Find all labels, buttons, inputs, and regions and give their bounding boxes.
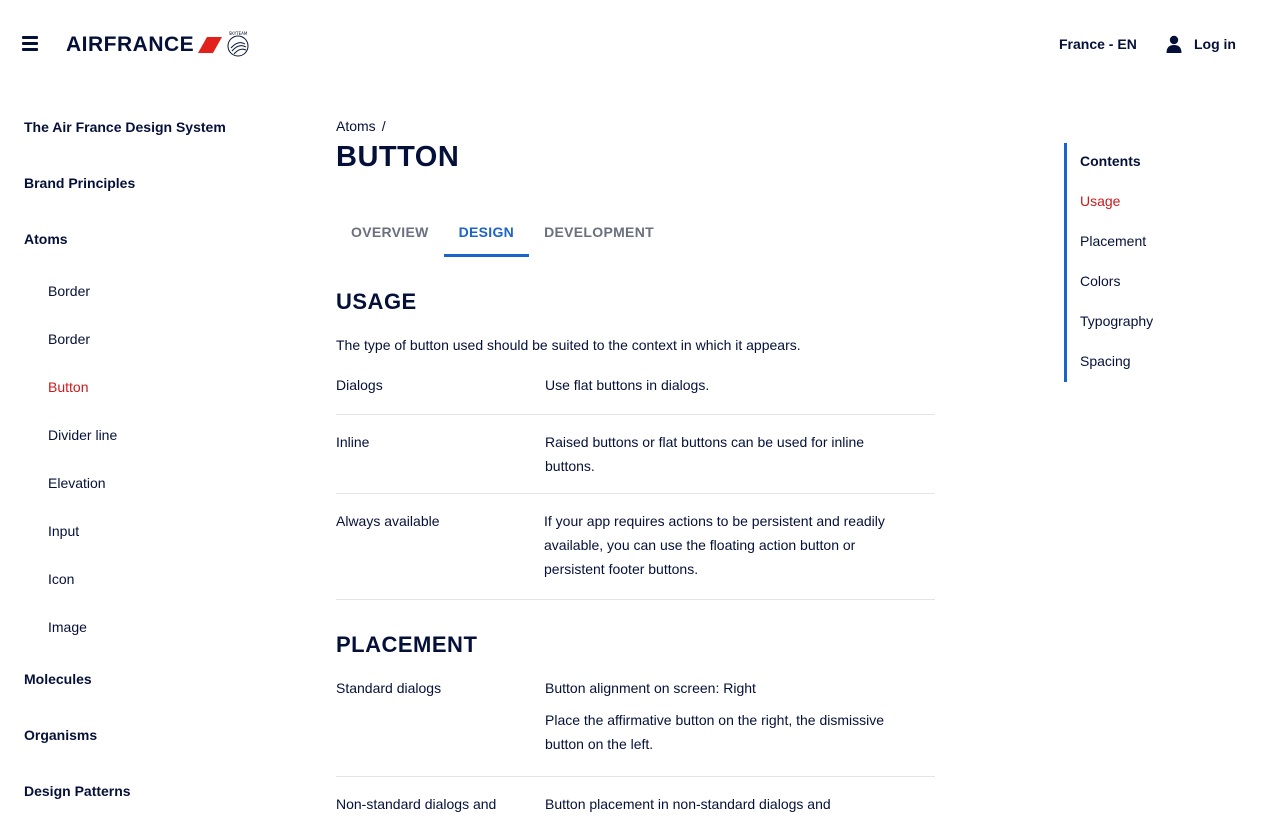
table-of-contents [1064, 143, 1244, 382]
toc-title: Contents [1080, 153, 1141, 169]
row-description: Raised buttons or flat buttons can be used for inline buttons. [545, 434, 865, 474]
row-description [545, 676, 915, 756]
row-description: If your app requires actions to be persistent and readily available, you can use the floating action button or persistent footer buttons. [544, 513, 885, 577]
toc-link-typography[interactable]: Typography [1080, 313, 1154, 329]
row-label: Always available [336, 513, 440, 529]
tab-development[interactable]: DEVELOPMENT [544, 224, 654, 240]
tab-bar [336, 210, 669, 258]
login-button[interactable] [1166, 33, 1236, 55]
nav-subitem-divider-line[interactable]: Divider line [48, 427, 118, 443]
user-icon [1166, 35, 1182, 53]
language-selector[interactable]: France - EN [1059, 36, 1137, 52]
skyteam-badge-icon [225, 31, 251, 59]
toc-link-placement[interactable]: Placement [1080, 233, 1147, 249]
header [0, 0, 1272, 88]
nav-subitem-image[interactable]: Image [48, 619, 87, 635]
usage-intro: The type of button used should be suited to the context in which it appears. [336, 337, 801, 353]
row-description: Use flat buttons in dialogs. [545, 377, 710, 393]
nav-subitem-icon[interactable]: Icon [48, 571, 75, 587]
breadcrumb-separator: / [381, 118, 386, 134]
toc-link-spacing[interactable]: Spacing [1080, 353, 1131, 369]
row-label: Standard dialogs [336, 680, 442, 696]
nav-item-design-patterns[interactable]: Design Patterns [24, 783, 131, 799]
nav-item-design-system[interactable]: The Air France Design System [24, 119, 226, 135]
nav-item-organisms[interactable]: Organisms [24, 727, 98, 743]
svg-text:SKYTEAM: SKYTEAM [228, 31, 248, 36]
row-description-line: Button placement in non-standard dialogs and [545, 796, 831, 812]
row-description-line: Place the affirmative button on the right, the dismissive button on the left. [545, 712, 885, 752]
row-label: Dialogs [336, 377, 383, 393]
tab-overview[interactable]: OVERVIEW [351, 224, 429, 240]
nav-subitem-button[interactable]: Button [48, 379, 89, 395]
page-title: BUTTON [336, 141, 460, 173]
table-row [336, 430, 935, 494]
row-description-line: Button alignment on screen: Right [545, 680, 756, 696]
logo-stripe-icon [198, 36, 222, 54]
table-row [336, 509, 935, 600]
login-label: Log in [1194, 36, 1236, 52]
logo-wordmark: AIRFRANCE [66, 33, 195, 56]
breadcrumb-link-atoms[interactable]: Atoms [336, 118, 376, 134]
section-title-usage: USAGE [336, 289, 417, 314]
nav-subitem-elevation[interactable]: Elevation [48, 475, 106, 491]
hamburger-menu-icon[interactable] [22, 36, 39, 52]
row-label: Non-standard dialogs and [336, 796, 497, 812]
nav-item-molecules[interactable]: Molecules [24, 671, 92, 687]
row-description [545, 792, 915, 816]
tab-design[interactable]: DESIGN [444, 210, 529, 257]
air-france-logo[interactable] [66, 30, 251, 60]
table-row [336, 792, 935, 816]
table-row [336, 676, 935, 777]
toc-link-usage[interactable]: Usage [1080, 193, 1121, 209]
nav-subitem-input[interactable]: Input [48, 523, 80, 539]
nav-item-brand-principles[interactable]: Brand Principles [24, 175, 136, 191]
breadcrumb [336, 117, 386, 135]
nav-item-atoms[interactable]: Atoms [24, 231, 68, 247]
nav-subitem-border[interactable]: Border [48, 283, 91, 299]
row-label: Inline [336, 434, 370, 450]
table-row [336, 373, 935, 415]
nav-subitem-border-2[interactable]: Border [48, 331, 91, 347]
toc-link-colors[interactable]: Colors [1080, 273, 1121, 289]
section-title-placement: PLACEMENT [336, 632, 478, 657]
